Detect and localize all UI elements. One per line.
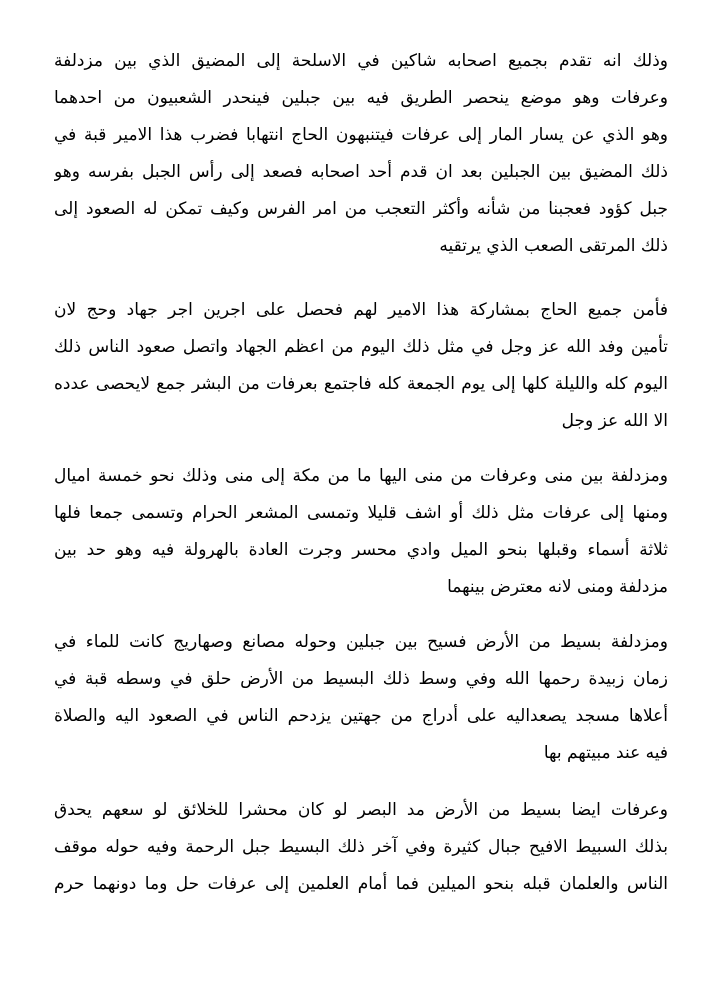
paragraph-2 bbox=[54, 292, 668, 440]
paragraph-line: بذلك السبيط الافيح جبال كثيرة وفي آخر ذلك البسيط جبل الرحمة وفيه حوله موقف bbox=[54, 837, 668, 857]
paragraph-line: تأمين وفد الله عز وجل في مثل ذلك اليوم من اعظم الجهاد واتصل صعود الناس ذلك bbox=[54, 337, 668, 357]
paragraph-5 bbox=[54, 792, 668, 903]
paragraph-line: اليوم كله والليلة كلها إلى يوم الجمعة كله فاجتمع بعرفات من البشر جمع لايحصى عدده bbox=[54, 374, 668, 394]
paragraph-line: أعلاها مسجد يصعداليه على أدراج من جهتين يزدحم الناس في الصعود اليه والصلاة bbox=[54, 706, 668, 726]
paragraph-line: فأمن جميع الحاج بمشاركة هذا الامير لهم فحصل على اجرين اجر جهاد وحج لان bbox=[54, 300, 668, 320]
paragraph-line: زمان زبيدة رحمها الله وفي وسط ذلك البسيط من الأرض حلق في وسطه قبة في bbox=[54, 669, 668, 689]
paragraph-line: جبل كؤود فعجبنا من شأنه وأكثر التعجب من امر الفرس وكيف تمكن له الصعود إلى bbox=[54, 199, 668, 219]
paragraph-line: فيه عند مبيتهم بها bbox=[543, 743, 668, 763]
paragraph-line: وهو الذي عن يسار المار إلى عرفات فيتنبهون الحاج انتهابا فضرب هذا الامير قبة في bbox=[54, 125, 668, 145]
paragraph-line: مزدلفة ومنى لانه معترض بينهما bbox=[447, 577, 668, 597]
paragraph-line: الناس والعلمان قبله بنحو الميلين فما أمام العلمين إلى عرفات حل وما دونهما حرم bbox=[54, 874, 668, 894]
paragraph-line: ذلك المضيق بين الجبلين بعد ان قدم أحد اصحابه فصعد إلى رأس الجبل بفرسه وهو bbox=[54, 162, 668, 182]
paragraph-line: ذلك المرتقى الصعب الذي يرتقيه bbox=[439, 236, 668, 256]
paragraph-line: الا الله عز وجل bbox=[561, 411, 668, 431]
paragraph-line: وعرفات وهو موضع ينحصر الطريق فيه بين جبلين فينحدر الشعبيون من احدهما bbox=[54, 88, 668, 108]
paragraph-line: ثلاثة أسماء وقبلها بنحو الميل وادي محسر وجرت العادة بالهرولة فيه وهو حد بين bbox=[54, 540, 668, 560]
paragraph-line: ومنها إلى عرفات مثل ذلك أو اشف قليلا وتمسى المشعر الحرام وتسمى جمعا فلها bbox=[54, 503, 668, 523]
paragraph-line: وذلك انه تقدم بجميع اصحابه شاكين في الاسلحة إلى المضيق الذي بين مزدلفة bbox=[54, 51, 668, 71]
paragraph-line: وعرفات ايضا بسيط من الأرض مد البصر لو كان محشرا للخلائق لو سعهم يحدق bbox=[54, 800, 668, 820]
paragraph-1 bbox=[54, 43, 668, 265]
paragraph-3 bbox=[54, 458, 668, 606]
paragraph-line: ومزدلفة بين منى وعرفات من منى اليها ما من مكة إلى منى وذلك نحو خمسة اميال bbox=[54, 466, 668, 486]
paragraph-4 bbox=[54, 624, 668, 772]
paragraph-line: ومزدلفة بسيط من الأرض فسيح بين جبلين وحوله مصانع وصهاريج كانت للماء في bbox=[54, 632, 668, 652]
